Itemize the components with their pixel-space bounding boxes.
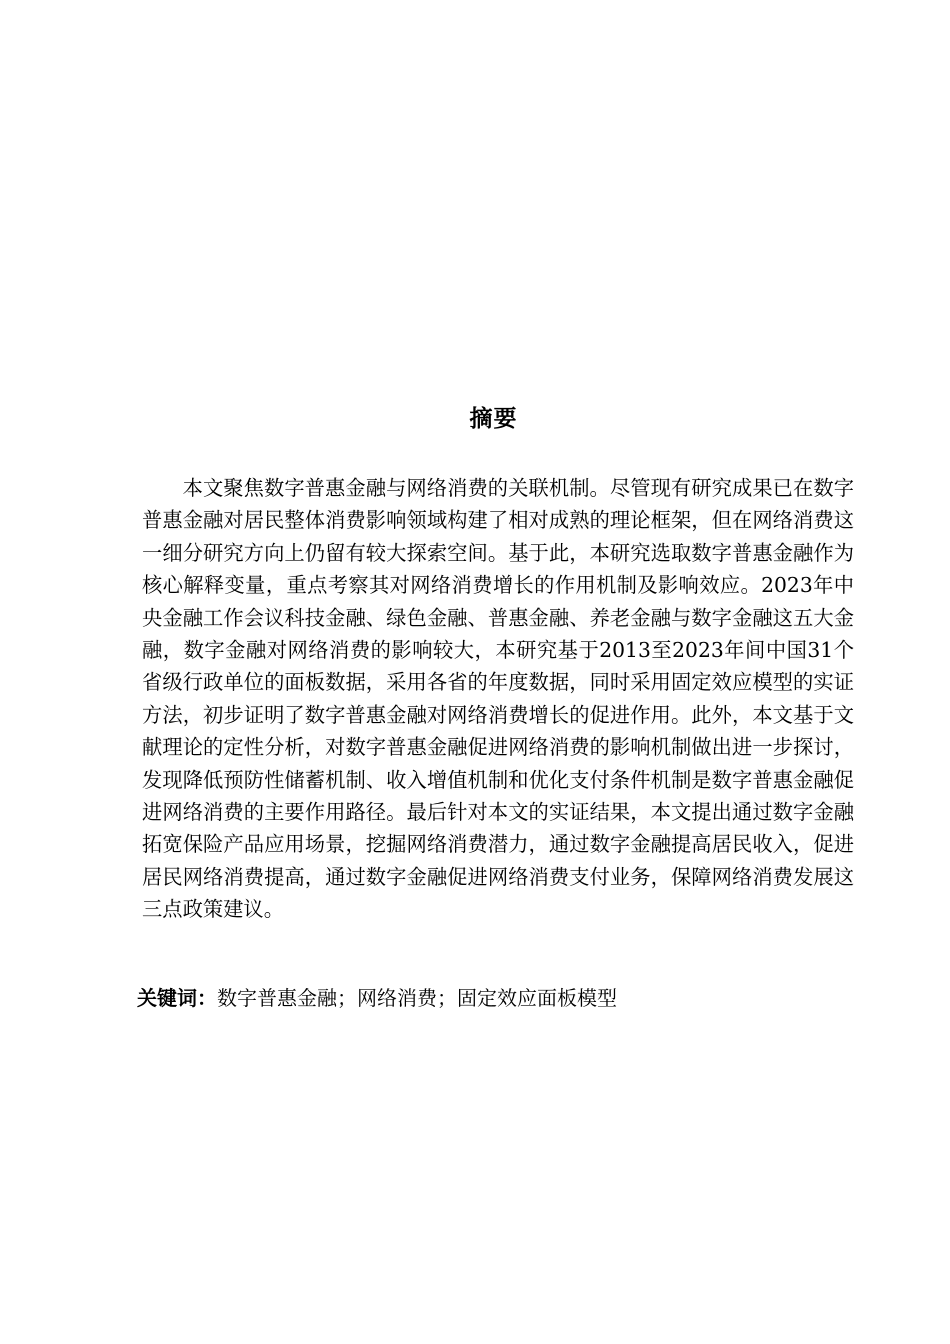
keywords-line — [137, 982, 857, 1015]
keywords-label: 关键词： — [137, 986, 217, 1010]
keywords-value: 数字普惠金融；网络消费；固定效应面板模型 — [217, 986, 617, 1010]
abstract-body: 本文聚焦数字普惠金融与网络消费的关联机制。尽管现有研究成果已在数字普惠金融对居民整体消费影响领域构建了相对成熟的理论框架，但在网络消费这一细分研究方向上仍留有较大探索空间。基于此，本研究选取数字普惠金融作为核心解释变量，重点考察其对网络消费增长的作用机制及影响效应。2023年中央金融工作会议科技金融、绿色金融、普惠金融、养老金融与数字金融这五大金融，数字金融对网络消费的影响较大，本研究基于2013至2023年间中国31个省级行政单位的面板数据，采用各省的年度数据，同时采用固定效应模型的实证方法，初步证明了数字普惠金融对网络消费增长的促进作用。此外，本文基于文献理论的定性分析，对数字普惠金融促进网络消费的影响机制做出进一步探讨，发现降低预防性储蓄机制、收入增值机制和优化支付条件机制是数字普惠金融促进网络消费的主要作用路径。最后针对本文的实证结果，本文提出通过数字金融拓宽保险产品应用场景，挖掘网络消费潜力，通过数字金融提高居民收入，促进居民网络消费提高，通过数字金融促进网络消费支付业务，保障网络消费发展这三点政策建议。 — [142, 476, 854, 922]
abstract-title: 摘要 — [469, 406, 518, 432]
